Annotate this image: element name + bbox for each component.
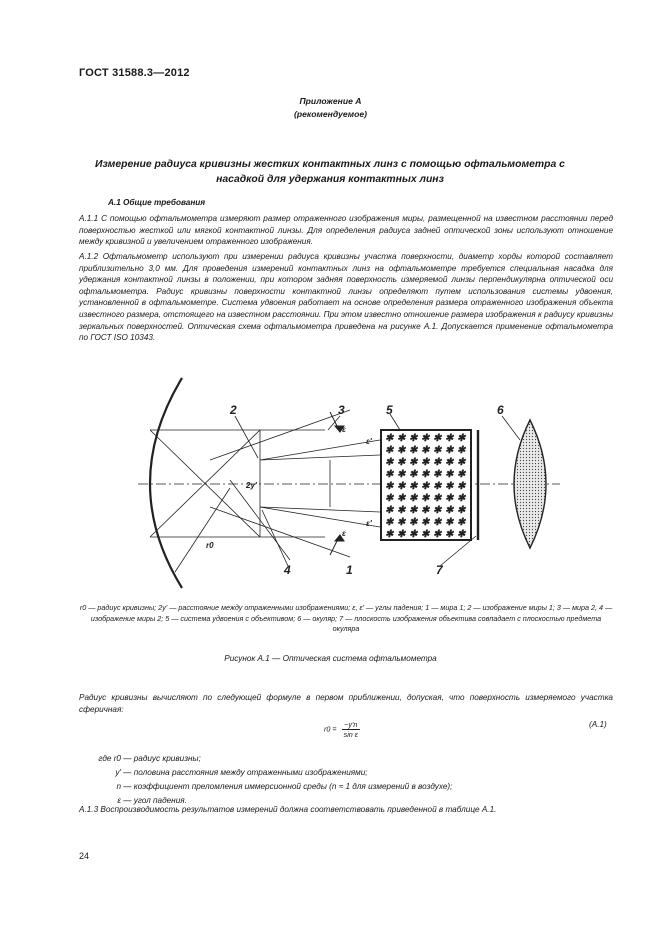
label-7: 7 — [436, 563, 443, 577]
variable-definitions — [79, 752, 452, 808]
appendix-status: (рекомендуемое) — [294, 109, 367, 119]
page-number: 24 — [79, 851, 90, 861]
label-eps-prime-bottom: ε' — [366, 519, 372, 528]
label-1: 1 — [346, 563, 353, 577]
label-eps-prime-top: ε' — [366, 437, 372, 446]
formula-intro: Радиус кривизны вычисляют по следующей формуле в первом приближении, допуская, что поверхность измеряемого участка сферичная: — [79, 693, 613, 714]
paragraph-a11: А.1.1 С помощью офтальмометра измеряют размер отраженного изображения миры, размещенной на известном расстоянии перед поверхностью жесткой или мягкой контактной линзы. Для определения радиуса задней оптической зоны используют отношение между кривизной и увеличением отраженного изображения. — [79, 214, 613, 247]
optical-scheme-figure — [0, 365, 661, 600]
ray-lines — [150, 410, 380, 572]
formula-denominator: sin ε — [343, 730, 358, 739]
label-4: 4 — [284, 563, 291, 577]
definition-row: n — коэффициент преломления иммерсионной среды (n ≈ 1 для измерений в воздухе); — [116, 782, 453, 791]
section-heading: А.1 Общие требования — [108, 198, 206, 207]
label-2y: 2y' — [246, 481, 257, 490]
label-r0: r0 — [206, 541, 214, 550]
appendix-heading: Измерение радиуса кривизны жестких контактных линз с помощью офтальмометра с насадкой для удержания контактных линз — [95, 159, 565, 185]
formula-numerator: −y'n — [342, 720, 360, 730]
label-6: 6 — [497, 403, 504, 417]
contact-lens-surface — [150, 378, 182, 588]
paragraph-a12: А.1.2 Офтальмометр используют при измерении радиуса кривизны участка поверхности, диаметр хорды которой составляет приблизительно 3,0 мм. Для проведения измерений контактных линз на офтальмометре требуется специальная насадка для удержания контактной линзы в положении, при котором задняя поверхность измеряемой линзы перпендикулярна оптической оси офтальмометра. Радиус кривизны поверхности контактной линзы определяют путем использования системы удвоения, установленной в офтальмометре. Система удвоения работает на основе определения размера отраженного изображения объекта известного размера, отстоящего на известном расстоянии. При этом известно отношение размера изображения к радиусу кривизны зеркальных поверхностей. Оптическая схема офтальмометра приведена на рисунке А.1. Допускается применение офтальмометра по ГОСТ ISO 10343. — [79, 252, 613, 343]
label-3: 3 — [338, 403, 345, 417]
definition-row: ε — угол падения. — [117, 796, 187, 805]
eyepiece-lens — [514, 420, 546, 548]
paragraph-a13: А.1.3 Воспроизводимость результатов измерений должна соответствовать приведенной в таблице А.1. — [79, 805, 497, 814]
formula-lhs: r0 = — [324, 724, 337, 734]
figure-legend: r0 — радиус кривизны; 2y' — расстояние между отраженными изображениями; ε, ε' — углы падения; 1 — мира 1; 2 — изображение миры 1; 3 — мира 2, 4 — изображение миры 2; 5 — система удвоения с объективом; 6 — окуляр; 7 — плоскость изображения объектива совпадает с плоскостью предмета окуляра — [79, 603, 613, 634]
label-eps-bottom: ε — [342, 529, 346, 538]
figure-caption: Рисунок А.1 — Оптическая система офтальмометра — [224, 654, 437, 663]
label-2: 2 — [230, 403, 237, 417]
label-eps-top: ε — [342, 425, 346, 434]
definition-row: где r0 — радиус кривизны; — [98, 754, 201, 763]
formula — [324, 720, 360, 739]
doubling-system-box — [381, 430, 471, 540]
appendix-title: Приложение А — [299, 96, 362, 106]
label-5: 5 — [386, 403, 393, 417]
formula-number: (А.1) — [589, 720, 607, 729]
definition-row: y' — половина расстояния между отраженными изображениями; — [115, 768, 368, 777]
document-header: ГОСТ 31588.3—2012 — [79, 67, 190, 79]
